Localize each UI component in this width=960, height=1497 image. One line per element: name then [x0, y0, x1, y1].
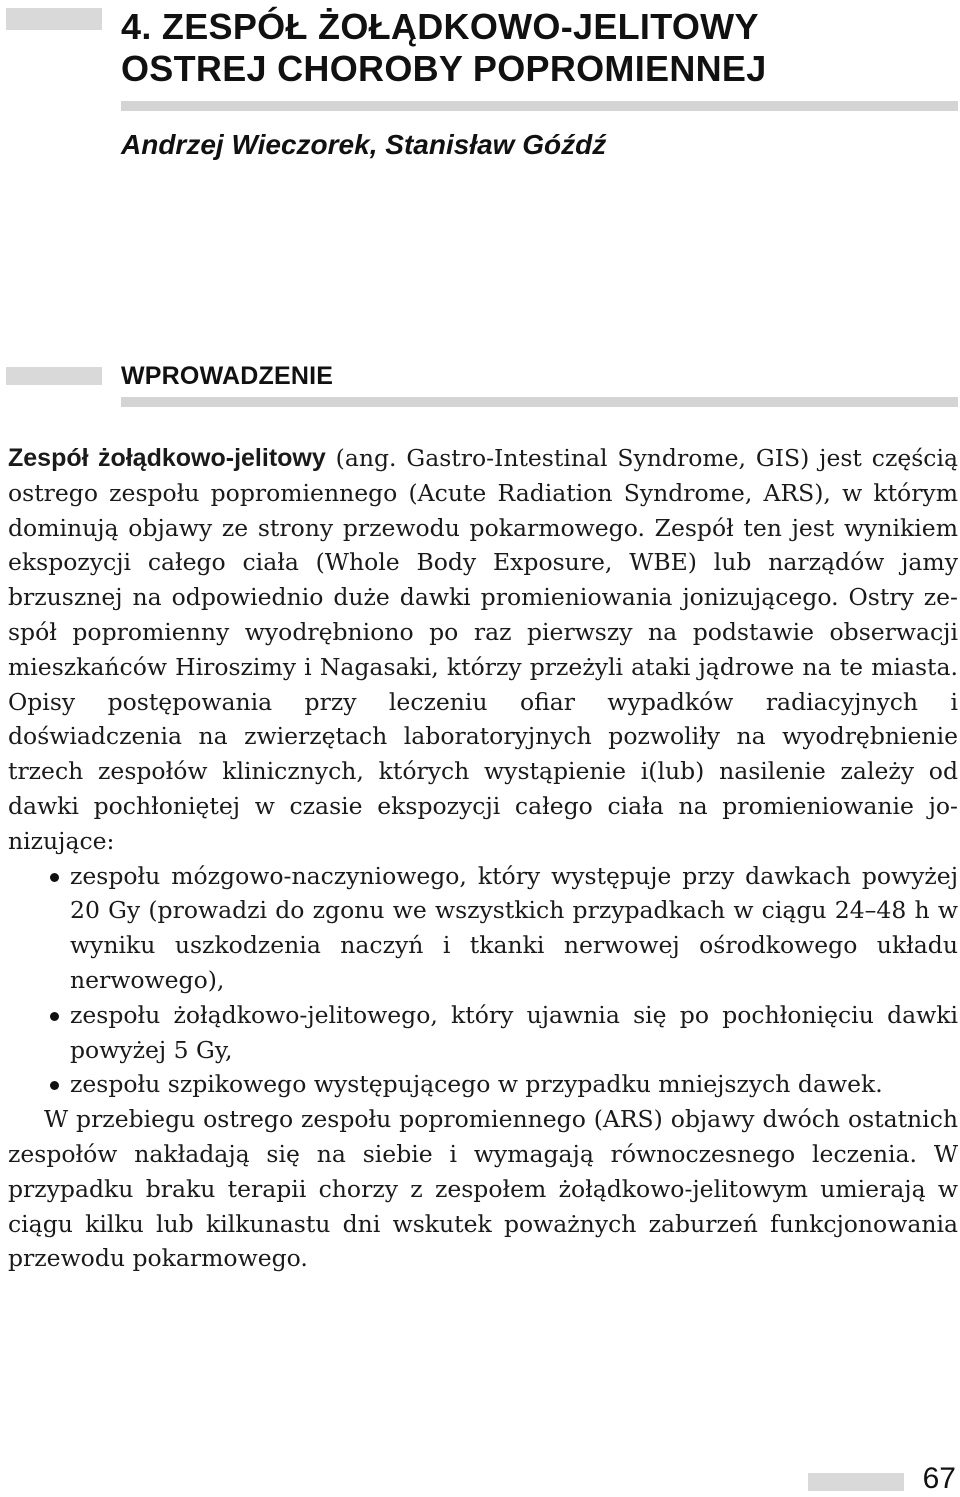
list-item: zespołu mózgowo-naczyniowego, który występuje przy dawkach powyżej 20 Gy (prowadzi do zgonu we wszystkich przypadkach w ciągu 24–48 h w wyniku uszkodzenia naczyń i tkanki nerwowej ośrodkowego układu nerwowego), — [70, 859, 958, 998]
chapter-authors: Andrzej Wieczorek, Stanisław Góźdź — [121, 129, 607, 160]
section-rule — [121, 397, 958, 407]
chapter-title-line1: 4. ZESPÓŁ ŻOŁĄDKOWO-JELITOWY — [121, 6, 759, 47]
chapter-title — [121, 6, 767, 90]
footer-gray-block — [808, 1473, 904, 1491]
page-number: 67 — [922, 1462, 956, 1495]
intro-paragraph-text: (ang. Gastro-Intestinal Syndrome, GIS) jest częścią ostrego zespołu popromiennego (Acute Radiation Syndrome, ARS), w którym dominują objawy ze strony przewodu pokarmowego. Zespół ten jest wynikiem ekspozycji całego ciała (Whole Body Exposure, WBE) lub narządów jamy brzusznej na odpowiednio duże dawki promieniowania jonizującego. Ostry zespół popromienny wyodrębniono po raz pierwszy na podstawie obserwacji mieszkańców Hiroszimy i Nagasaki, którzy przeżyli ataki jądrowe na te miasta. Opisy postępowania przy leczeniu ofiar wypadków radiacyjnych i doświadczenia na zwierzętach laboratoryjnych pozwoliły na wyodrębnienie trzech zespołów klinicznych, których wystąpienie i(lub) nasilenie zależy od dawki pochłoniętej w czasie ekspozycji całego ciała na promieniowanie jonizujące: — [8, 444, 958, 855]
closing-paragraph: W przebiegu ostrego zespołu popromiennego (ARS) objawy dwóch ostatnich zespołów nakładają się na siebie i wymagają równoczesnego leczenia. W przypadku braku terapii chorzy z zespołem żołądkowo-jelitowym umierają w ciągu kilku lub kilkunastu dni wskutek poważnych zaburzeń funkcjonowania przewodu pokarmowego. — [8, 1105, 958, 1273]
intro-paragraph — [8, 441, 958, 859]
list-item: zespołu żołądkowo-jelitowego, który ujawnia się po pochłonięciu dawki powyżej 5 Gy, — [70, 998, 958, 1068]
syndrome-list — [8, 859, 958, 1103]
body-text — [8, 441, 958, 1276]
lead-term: Zespół żołądkowo-jelitowy — [8, 444, 326, 472]
title-rule — [121, 101, 958, 111]
section-heading: WPROWADZENIE — [121, 362, 334, 390]
section-gray-block — [6, 367, 102, 385]
chapter-title-line2: OSTREJ CHOROBY POPROMIENNEJ — [121, 48, 767, 89]
list-item: zespołu szpikowego występującego w przypadku mniejszych dawek. — [70, 1067, 958, 1102]
title-gray-block — [6, 8, 102, 30]
